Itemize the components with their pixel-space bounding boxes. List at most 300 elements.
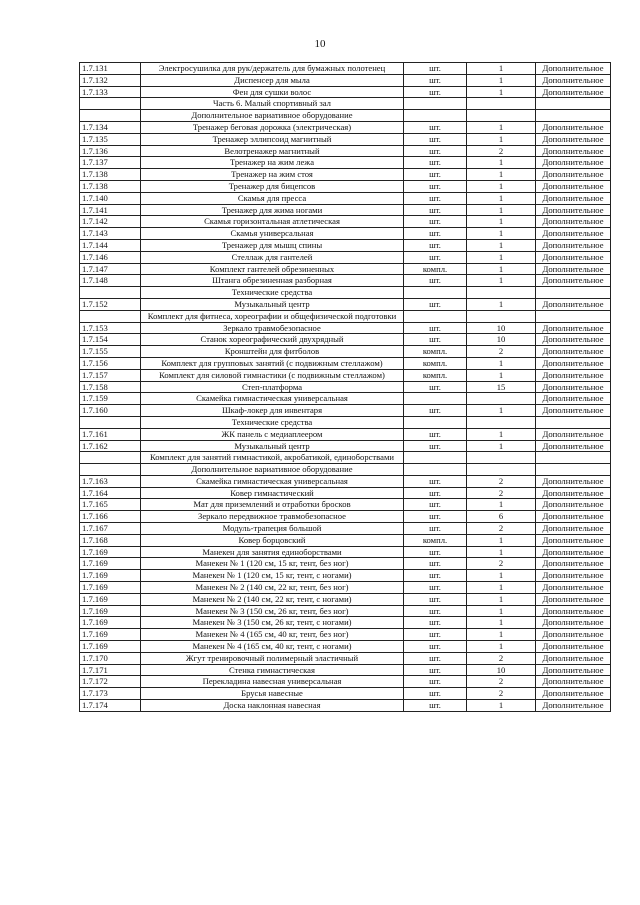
item-type-cell: Дополнительное bbox=[536, 582, 611, 594]
item-type-cell: Дополнительное bbox=[536, 334, 611, 346]
item-name-cell: Скамья универсальная bbox=[141, 228, 404, 240]
item-unit-cell: шт. bbox=[404, 322, 467, 334]
item-type-cell: Дополнительное bbox=[536, 511, 611, 523]
item-type-cell: Дополнительное bbox=[536, 216, 611, 228]
item-type-cell: Дополнительное bbox=[536, 440, 611, 452]
item-type-cell: Дополнительное bbox=[536, 676, 611, 688]
item-quantity-cell: 1 bbox=[467, 546, 536, 558]
item-code-cell: 1.7.173 bbox=[80, 688, 141, 700]
item-type-cell: Дополнительное bbox=[536, 617, 611, 629]
item-quantity-cell: 1 bbox=[467, 63, 536, 75]
item-type-cell: Дополнительное bbox=[536, 523, 611, 535]
item-type-cell: Дополнительное bbox=[536, 228, 611, 240]
item-unit-cell: компл. bbox=[404, 263, 467, 275]
item-name-cell: Манекен № 2 (140 см, 22 кг, тент, без ног) bbox=[141, 582, 404, 594]
item-type-cell: Дополнительное bbox=[536, 63, 611, 75]
table-row bbox=[80, 346, 611, 358]
item-quantity-cell: 1 bbox=[467, 641, 536, 653]
table-row bbox=[80, 204, 611, 216]
table-row bbox=[80, 652, 611, 664]
item-code-cell: 1.7.143 bbox=[80, 228, 141, 240]
item-name-cell: Модуль-трапеция большой bbox=[141, 523, 404, 535]
item-name-cell: Технические средства bbox=[141, 416, 404, 428]
item-unit-cell: шт. bbox=[404, 440, 467, 452]
item-name-cell: Шкаф-локер для инвентаря bbox=[141, 405, 404, 417]
item-quantity-cell: 1 bbox=[467, 357, 536, 369]
item-name-cell: Комплект для силовой гимнастики (с подвижным стеллажом) bbox=[141, 369, 404, 381]
item-name-cell: Жгут тренировочный полимерный эластичный bbox=[141, 652, 404, 664]
item-code-cell: 1.7.135 bbox=[80, 133, 141, 145]
item-quantity-cell: 2 bbox=[467, 145, 536, 157]
item-name-cell: Брусья навесные bbox=[141, 688, 404, 700]
item-quantity-cell: 1 bbox=[467, 629, 536, 641]
item-type-cell: Дополнительное bbox=[536, 346, 611, 358]
item-code-cell: 1.7.169 bbox=[80, 582, 141, 594]
item-type-cell: Дополнительное bbox=[536, 322, 611, 334]
table-row bbox=[80, 582, 611, 594]
item-quantity-cell: 1 bbox=[467, 74, 536, 86]
table-row bbox=[80, 511, 611, 523]
item-name-cell: Тренажер на жим стоя bbox=[141, 169, 404, 181]
item-quantity-cell bbox=[467, 287, 536, 299]
item-quantity-cell bbox=[467, 416, 536, 428]
item-unit-cell bbox=[404, 416, 467, 428]
item-code-cell: 1.7.161 bbox=[80, 428, 141, 440]
item-unit-cell: компл. bbox=[404, 369, 467, 381]
item-code-cell: 1.7.155 bbox=[80, 346, 141, 358]
item-type-cell bbox=[536, 452, 611, 464]
item-code-cell: 1.7.169 bbox=[80, 546, 141, 558]
item-name-cell: Манекен для занятия единоборствами bbox=[141, 546, 404, 558]
item-code-cell: 1.7.166 bbox=[80, 511, 141, 523]
item-unit-cell: шт. bbox=[404, 641, 467, 653]
item-quantity-cell: 1 bbox=[467, 251, 536, 263]
item-quantity-cell bbox=[467, 98, 536, 110]
table-row bbox=[80, 86, 611, 98]
page-number: 10 bbox=[314, 38, 326, 50]
item-quantity-cell bbox=[467, 393, 536, 405]
item-type-cell: Дополнительное bbox=[536, 157, 611, 169]
item-code-cell: 1.7.169 bbox=[80, 629, 141, 641]
item-unit-cell: шт. bbox=[404, 204, 467, 216]
item-unit-cell bbox=[404, 310, 467, 322]
table-row bbox=[80, 464, 611, 476]
item-type-cell: Дополнительное bbox=[536, 629, 611, 641]
item-code-cell: 1.7.153 bbox=[80, 322, 141, 334]
item-unit-cell bbox=[404, 452, 467, 464]
item-code-cell: 1.7.172 bbox=[80, 676, 141, 688]
item-unit-cell bbox=[404, 393, 467, 405]
item-type-cell: Дополнительное bbox=[536, 86, 611, 98]
item-code-cell: 1.7.154 bbox=[80, 334, 141, 346]
item-unit-cell: шт. bbox=[404, 63, 467, 75]
item-unit-cell: шт. bbox=[404, 428, 467, 440]
item-name-cell: Музыкальный центр bbox=[141, 298, 404, 310]
item-type-cell: Дополнительное bbox=[536, 239, 611, 251]
item-code-cell: 1.7.158 bbox=[80, 381, 141, 393]
item-type-cell: Дополнительное bbox=[536, 475, 611, 487]
item-name-cell: Тренажер эллипсоид магнитный bbox=[141, 133, 404, 145]
item-type-cell bbox=[536, 287, 611, 299]
item-type-cell bbox=[536, 464, 611, 476]
item-name-cell: Комплект для занятий гимнастикой, акробатикой, единоборствами bbox=[141, 452, 404, 464]
item-quantity-cell: 1 bbox=[467, 121, 536, 133]
item-code-cell: 1.7.141 bbox=[80, 204, 141, 216]
item-quantity-cell: 1 bbox=[467, 263, 536, 275]
table-row bbox=[80, 593, 611, 605]
table-row bbox=[80, 617, 611, 629]
item-type-cell: Дополнительное bbox=[536, 700, 611, 712]
item-unit-cell: шт. bbox=[404, 251, 467, 263]
item-quantity-cell: 1 bbox=[467, 593, 536, 605]
item-name-cell: Манекен № 2 (140 см, 22 кг, тент, с ногами) bbox=[141, 593, 404, 605]
item-type-cell: Дополнительное bbox=[536, 275, 611, 287]
table-row bbox=[80, 416, 611, 428]
item-unit-cell: шт. bbox=[404, 700, 467, 712]
item-type-cell: Дополнительное bbox=[536, 192, 611, 204]
item-quantity-cell: 2 bbox=[467, 487, 536, 499]
item-code-cell: 1.7.146 bbox=[80, 251, 141, 263]
table-row bbox=[80, 546, 611, 558]
table-row bbox=[80, 63, 611, 75]
table-row bbox=[80, 641, 611, 653]
item-name-cell: Перекладина навесная универсальная bbox=[141, 676, 404, 688]
item-quantity-cell: 1 bbox=[467, 605, 536, 617]
item-code-cell: 1.7.134 bbox=[80, 121, 141, 133]
item-quantity-cell: 1 bbox=[467, 86, 536, 98]
item-quantity-cell: 1 bbox=[467, 440, 536, 452]
item-quantity-cell: 1 bbox=[467, 534, 536, 546]
item-quantity-cell: 1 bbox=[467, 700, 536, 712]
table-row bbox=[80, 287, 611, 299]
item-quantity-cell: 1 bbox=[467, 133, 536, 145]
item-quantity-cell: 1 bbox=[467, 369, 536, 381]
table-row bbox=[80, 487, 611, 499]
item-unit-cell bbox=[404, 464, 467, 476]
item-type-cell: Дополнительное bbox=[536, 428, 611, 440]
item-name-cell: Скамья горизонтальная атлетическая bbox=[141, 216, 404, 228]
item-code-cell: 1.7.140 bbox=[80, 192, 141, 204]
item-unit-cell: шт. bbox=[404, 86, 467, 98]
item-type-cell: Дополнительное bbox=[536, 369, 611, 381]
item-type-cell: Дополнительное bbox=[536, 570, 611, 582]
item-code-cell: 1.7.132 bbox=[80, 74, 141, 86]
item-quantity-cell: 1 bbox=[467, 192, 536, 204]
item-unit-cell: шт. bbox=[404, 688, 467, 700]
item-quantity-cell: 1 bbox=[467, 298, 536, 310]
item-type-cell: Дополнительное bbox=[536, 121, 611, 133]
item-code-cell: 1.7.144 bbox=[80, 239, 141, 251]
item-code-cell: 1.7.133 bbox=[80, 86, 141, 98]
item-quantity-cell: 1 bbox=[467, 216, 536, 228]
item-name-cell: Комплект для групповых занятий (с подвижным стеллажом) bbox=[141, 357, 404, 369]
item-quantity-cell: 2 bbox=[467, 676, 536, 688]
table-row bbox=[80, 110, 611, 122]
item-name-cell: Манекен № 3 (150 см, 26 кг, тент, с ногами) bbox=[141, 617, 404, 629]
item-name-cell: Тренажер для жима ногами bbox=[141, 204, 404, 216]
item-unit-cell: шт. bbox=[404, 334, 467, 346]
item-unit-cell: шт. bbox=[404, 275, 467, 287]
table-row bbox=[80, 499, 611, 511]
item-type-cell: Дополнительное bbox=[536, 405, 611, 417]
item-unit-cell: шт. bbox=[404, 298, 467, 310]
item-type-cell: Дополнительное bbox=[536, 487, 611, 499]
item-quantity-cell: 2 bbox=[467, 475, 536, 487]
item-unit-cell: шт. bbox=[404, 169, 467, 181]
item-code-cell: 1.7.148 bbox=[80, 275, 141, 287]
table-row bbox=[80, 676, 611, 688]
table-row bbox=[80, 393, 611, 405]
table-row bbox=[80, 180, 611, 192]
item-type-cell: Дополнительное bbox=[536, 169, 611, 181]
item-type-cell: Дополнительное bbox=[536, 74, 611, 86]
table-row bbox=[80, 133, 611, 145]
item-code-cell: 1.7.152 bbox=[80, 298, 141, 310]
item-quantity-cell: 2 bbox=[467, 688, 536, 700]
item-code-cell: 1.7.137 bbox=[80, 157, 141, 169]
table-row bbox=[80, 369, 611, 381]
item-code-cell: 1.7.156 bbox=[80, 357, 141, 369]
item-quantity-cell: 1 bbox=[467, 405, 536, 417]
item-type-cell: Дополнительное bbox=[536, 652, 611, 664]
table-row bbox=[80, 605, 611, 617]
item-code-cell: 1.7.169 bbox=[80, 593, 141, 605]
item-unit-cell: шт. bbox=[404, 216, 467, 228]
item-code-cell: 1.7.168 bbox=[80, 534, 141, 546]
table-row bbox=[80, 475, 611, 487]
item-name-cell: Манекен № 1 (120 см, 15 кг, тент, без ног) bbox=[141, 558, 404, 570]
item-unit-cell bbox=[404, 98, 467, 110]
item-unit-cell: компл. bbox=[404, 346, 467, 358]
item-unit-cell: шт. bbox=[404, 157, 467, 169]
table-row bbox=[80, 275, 611, 287]
table-row bbox=[80, 452, 611, 464]
item-unit-cell: шт. bbox=[404, 121, 467, 133]
item-quantity-cell: 1 bbox=[467, 204, 536, 216]
item-code-cell: 1.7.169 bbox=[80, 617, 141, 629]
item-type-cell: Дополнительное bbox=[536, 393, 611, 405]
item-name-cell: Технические средства bbox=[141, 287, 404, 299]
item-code-cell: 1.7.162 bbox=[80, 440, 141, 452]
item-quantity-cell bbox=[467, 464, 536, 476]
item-name-cell: Ковер борцовский bbox=[141, 534, 404, 546]
table-row bbox=[80, 381, 611, 393]
item-code-cell bbox=[80, 452, 141, 464]
item-type-cell bbox=[536, 310, 611, 322]
item-code-cell: 1.7.169 bbox=[80, 570, 141, 582]
item-quantity-cell: 1 bbox=[467, 275, 536, 287]
item-unit-cell: шт. bbox=[404, 511, 467, 523]
item-unit-cell: шт. bbox=[404, 192, 467, 204]
item-name-cell: Степ-платформа bbox=[141, 381, 404, 393]
table-row bbox=[80, 558, 611, 570]
item-unit-cell: шт. bbox=[404, 546, 467, 558]
table-row bbox=[80, 322, 611, 334]
item-unit-cell: компл. bbox=[404, 357, 467, 369]
item-code-cell: 1.7.164 bbox=[80, 487, 141, 499]
item-quantity-cell: 1 bbox=[467, 157, 536, 169]
item-unit-cell: шт. bbox=[404, 617, 467, 629]
item-name-cell: Фен для сушки волос bbox=[141, 86, 404, 98]
item-quantity-cell: 10 bbox=[467, 334, 536, 346]
item-type-cell: Дополнительное bbox=[536, 499, 611, 511]
item-unit-cell bbox=[404, 110, 467, 122]
table-row bbox=[80, 700, 611, 712]
item-quantity-cell: 15 bbox=[467, 381, 536, 393]
item-name-cell: Доска наклонная навесная bbox=[141, 700, 404, 712]
item-unit-cell: шт. bbox=[404, 570, 467, 582]
item-type-cell: Дополнительное bbox=[536, 381, 611, 393]
item-name-cell: Стеллаж для гантелей bbox=[141, 251, 404, 263]
table-row bbox=[80, 357, 611, 369]
item-type-cell: Дополнительное bbox=[536, 605, 611, 617]
item-code-cell: 1.7.170 bbox=[80, 652, 141, 664]
item-quantity-cell: 10 bbox=[467, 664, 536, 676]
item-unit-cell: шт. bbox=[404, 499, 467, 511]
item-type-cell bbox=[536, 98, 611, 110]
item-unit-cell: шт. bbox=[404, 405, 467, 417]
item-name-cell: Часть 6. Малый спортивный зал bbox=[141, 98, 404, 110]
item-quantity-cell: 1 bbox=[467, 428, 536, 440]
item-type-cell: Дополнительное bbox=[536, 534, 611, 546]
item-quantity-cell: 1 bbox=[467, 239, 536, 251]
item-name-cell: Комплект гантелей обрезиненных bbox=[141, 263, 404, 275]
item-name-cell: Электросушилка для рук/держатель для бумажных полотенец bbox=[141, 63, 404, 75]
item-name-cell: Тренажер на жим лежа bbox=[141, 157, 404, 169]
equipment-table bbox=[79, 62, 611, 712]
item-unit-cell: шт. bbox=[404, 228, 467, 240]
item-quantity-cell: 2 bbox=[467, 523, 536, 535]
item-code-cell: 1.7.147 bbox=[80, 263, 141, 275]
item-quantity-cell: 1 bbox=[467, 617, 536, 629]
item-quantity-cell: 2 bbox=[467, 652, 536, 664]
item-type-cell: Дополнительное bbox=[536, 641, 611, 653]
table-row bbox=[80, 145, 611, 157]
item-name-cell: Тренажер беговая дорожка (электрическая) bbox=[141, 121, 404, 133]
table-row bbox=[80, 74, 611, 86]
item-type-cell: Дополнительное bbox=[536, 133, 611, 145]
item-name-cell: Комплект для фитнеса, хореографии и общефизической подготовки bbox=[141, 310, 404, 322]
table-row bbox=[80, 523, 611, 535]
item-name-cell: Ковер гимнастический bbox=[141, 487, 404, 499]
item-quantity-cell: 1 bbox=[467, 228, 536, 240]
item-unit-cell: шт. bbox=[404, 558, 467, 570]
item-unit-cell: шт. bbox=[404, 652, 467, 664]
item-name-cell: Музыкальный центр bbox=[141, 440, 404, 452]
item-name-cell: Манекен № 4 (165 см, 40 кг, тент, без ног) bbox=[141, 629, 404, 641]
table-row bbox=[80, 228, 611, 240]
item-code-cell: 1.7.165 bbox=[80, 499, 141, 511]
item-unit-cell: шт. bbox=[404, 239, 467, 251]
item-code-cell: 1.7.167 bbox=[80, 523, 141, 535]
table-row bbox=[80, 688, 611, 700]
item-unit-cell: шт. bbox=[404, 133, 467, 145]
table-row bbox=[80, 629, 611, 641]
item-code-cell bbox=[80, 110, 141, 122]
item-name-cell: Штанга обрезиненная разборная bbox=[141, 275, 404, 287]
item-unit-cell: шт. bbox=[404, 629, 467, 641]
item-quantity-cell: 1 bbox=[467, 180, 536, 192]
item-code-cell: 1.7.169 bbox=[80, 558, 141, 570]
item-quantity-cell bbox=[467, 110, 536, 122]
item-code-cell: 1.7.171 bbox=[80, 664, 141, 676]
item-code-cell bbox=[80, 416, 141, 428]
table-row bbox=[80, 169, 611, 181]
item-unit-cell: шт. bbox=[404, 605, 467, 617]
item-name-cell: Тренажер для мышц спины bbox=[141, 239, 404, 251]
table-row bbox=[80, 298, 611, 310]
item-quantity-cell bbox=[467, 310, 536, 322]
item-type-cell: Дополнительное bbox=[536, 558, 611, 570]
item-type-cell: Дополнительное bbox=[536, 298, 611, 310]
item-code-cell: 1.7.157 bbox=[80, 369, 141, 381]
item-code-cell: 1.7.138 bbox=[80, 180, 141, 192]
table-row bbox=[80, 334, 611, 346]
item-quantity-cell: 1 bbox=[467, 582, 536, 594]
item-unit-cell: шт. bbox=[404, 487, 467, 499]
item-unit-cell bbox=[404, 287, 467, 299]
item-name-cell: Кронштейн для фитболов bbox=[141, 346, 404, 358]
item-code-cell bbox=[80, 464, 141, 476]
item-name-cell: Дополнительное вариативное оборудование bbox=[141, 464, 404, 476]
item-code-cell: 1.7.138 bbox=[80, 169, 141, 181]
item-name-cell: Стенка гимнастическая bbox=[141, 664, 404, 676]
item-code-cell: 1.7.160 bbox=[80, 405, 141, 417]
item-type-cell: Дополнительное bbox=[536, 180, 611, 192]
item-unit-cell: шт. bbox=[404, 180, 467, 192]
item-code-cell bbox=[80, 287, 141, 299]
item-code-cell: 1.7.159 bbox=[80, 393, 141, 405]
item-unit-cell: шт. bbox=[404, 381, 467, 393]
table-row bbox=[80, 263, 611, 275]
item-name-cell: Дополнительное вариативное оборудование bbox=[141, 110, 404, 122]
item-code-cell: 1.7.131 bbox=[80, 63, 141, 75]
item-quantity-cell: 1 bbox=[467, 570, 536, 582]
item-code-cell: 1.7.169 bbox=[80, 641, 141, 653]
table-row bbox=[80, 310, 611, 322]
item-name-cell: Зеркало травмобезопасное bbox=[141, 322, 404, 334]
item-unit-cell: шт. bbox=[404, 582, 467, 594]
item-type-cell: Дополнительное bbox=[536, 357, 611, 369]
item-name-cell: Манекен № 1 (120 см, 15 кг, тент, с ногами) bbox=[141, 570, 404, 582]
item-unit-cell: шт. bbox=[404, 593, 467, 605]
table-row bbox=[80, 251, 611, 263]
item-unit-cell: шт. bbox=[404, 145, 467, 157]
table-row bbox=[80, 98, 611, 110]
item-name-cell: Зеркало передвижное травмобезопасное bbox=[141, 511, 404, 523]
item-type-cell: Дополнительное bbox=[536, 664, 611, 676]
item-name-cell: Скамейка гимнастическая универсальная bbox=[141, 475, 404, 487]
item-type-cell: Дополнительное bbox=[536, 251, 611, 263]
table-row bbox=[80, 121, 611, 133]
item-name-cell: Манекен № 3 (150 см, 26 кг, тент, без ног) bbox=[141, 605, 404, 617]
item-unit-cell: шт. bbox=[404, 74, 467, 86]
item-code-cell: 1.7.136 bbox=[80, 145, 141, 157]
item-name-cell: Велотренажер магнитный bbox=[141, 145, 404, 157]
item-name-cell: Скамья для пресса bbox=[141, 192, 404, 204]
item-unit-cell: компл. bbox=[404, 534, 467, 546]
item-type-cell: Дополнительное bbox=[536, 546, 611, 558]
item-unit-cell: шт. bbox=[404, 523, 467, 535]
item-type-cell: Дополнительное bbox=[536, 688, 611, 700]
item-quantity-cell: 1 bbox=[467, 499, 536, 511]
item-name-cell: Скамейка гимнастическая универсальная bbox=[141, 393, 404, 405]
item-code-cell: 1.7.142 bbox=[80, 216, 141, 228]
item-quantity-cell: 1 bbox=[467, 169, 536, 181]
item-name-cell: Диспенсер для мыла bbox=[141, 74, 404, 86]
table-row bbox=[80, 534, 611, 546]
item-type-cell: Дополнительное bbox=[536, 145, 611, 157]
